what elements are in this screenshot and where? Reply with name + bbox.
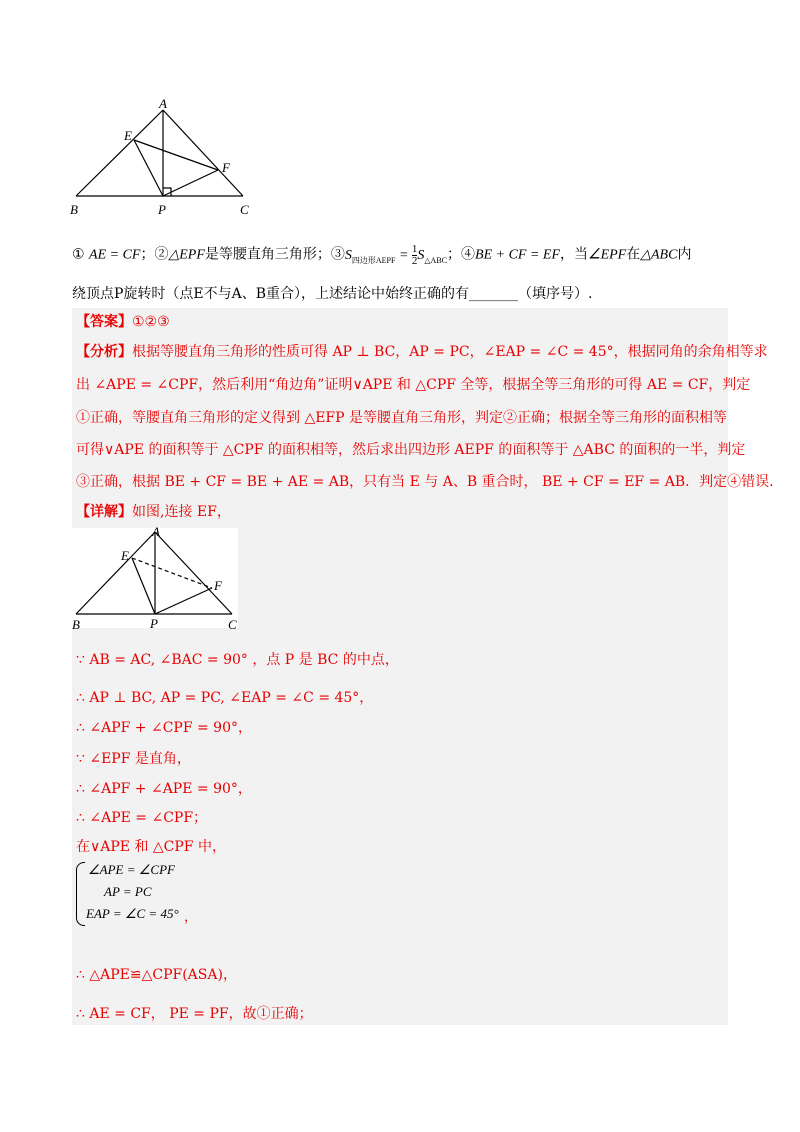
detail-step-7: 在∨APE 和 △CPF 中， bbox=[76, 839, 226, 855]
system-row-1: ∠APE = ∠CPF bbox=[88, 862, 175, 877]
label-a: A bbox=[159, 98, 167, 111]
stmt-6: △ABC bbox=[640, 247, 678, 263]
detail-intro: 如图,连接 EF， bbox=[132, 504, 231, 520]
sep-3: ；④ bbox=[447, 246, 476, 263]
detail-step-1: ∵ AB = AC, ∠BAC = 90° ，点 P 是 BC 的中点， bbox=[76, 652, 399, 668]
segment-ef-2 bbox=[132, 558, 212, 588]
system-row-3: EAP = ∠C = 45° bbox=[86, 906, 179, 921]
label-b: B bbox=[70, 202, 78, 217]
label-p-2: P bbox=[150, 616, 158, 631]
analysis-label: 【分析】 bbox=[76, 344, 132, 360]
stmt-5: ∠EPF bbox=[588, 247, 627, 263]
sep-1: ；② bbox=[140, 246, 169, 263]
detail-line bbox=[76, 502, 231, 522]
text-6: 内 bbox=[677, 246, 692, 263]
figure-triangle-1 bbox=[68, 98, 258, 220]
label-a-2: A bbox=[152, 526, 160, 539]
answer-label: 【答案】 bbox=[76, 314, 132, 330]
side-ab-2 bbox=[76, 532, 155, 614]
analysis-line-3: ①正确，等腰直角三角形的定义得到 △EFP 是等腰直角三角形，判定②正确；根据全等三角形的面积相等 bbox=[76, 410, 728, 426]
analysis-text-1: 根据等腰直角三角形的性质可得 AP ⊥ BC，AP = PC，∠EAP = ∠C = 45°，根据同角的余角相等求 bbox=[132, 344, 768, 360]
detail-step-6: ∴ ∠APE = ∠CPF； bbox=[76, 810, 208, 826]
label-e-2: E bbox=[121, 548, 129, 563]
text-5: 在 bbox=[626, 246, 641, 263]
system-tail: ， bbox=[184, 909, 198, 924]
detail-label: 【详解】 bbox=[76, 504, 132, 520]
side-ab bbox=[76, 110, 163, 196]
detail-step-4: ∵ ∠EPF 是直角， bbox=[76, 751, 191, 767]
segment-pf-2 bbox=[155, 588, 212, 614]
answer-line bbox=[76, 312, 170, 332]
text-4: ，当 bbox=[560, 246, 589, 263]
label-f-2: F bbox=[214, 578, 222, 593]
stmt-3: $S_{四边形AEPF}$ = $\frac{1}{2}$ $S_{\triangle ABC}$ bbox=[344, 243, 448, 267]
label-b-2: B bbox=[72, 617, 80, 632]
analysis-line-5: ③正确，根据 BE + CF = BE + AE = AB，只有当 E 与 A、B 重合时， BE + CF = EF = AB．判定④错误. bbox=[76, 474, 774, 490]
detail-step-5: ∴ ∠APF + ∠APE = 90°， bbox=[76, 781, 252, 797]
side-ac-2 bbox=[155, 532, 232, 614]
label-e: E bbox=[124, 128, 132, 143]
analysis-line-4: 可得∨APE 的面积等于 △CPF 的面积相等，然后求出四边形 AEPF 的面积等于 △ABC 的面积的一半，判定 bbox=[76, 442, 746, 458]
label-c-2: C bbox=[228, 617, 237, 632]
stmt-1: AE = CF bbox=[89, 247, 141, 263]
label-c: C bbox=[240, 202, 249, 217]
system-row-2: AP = PC bbox=[104, 884, 152, 899]
detail-step-9: ∴ AE = CF， PE = PF，故①正确； bbox=[76, 1006, 313, 1022]
stmt-2: △EPF bbox=[168, 247, 205, 263]
stmt-4: BE + CF = EF bbox=[475, 247, 561, 263]
analysis-line-1 bbox=[76, 342, 768, 362]
system-brace bbox=[76, 862, 85, 926]
answer-text: ①②③ bbox=[132, 314, 170, 330]
question-line-2: 绕顶点P旋转时（点E不与A、B重合），上述结论中始终正确的有_______（填序号）. bbox=[72, 286, 593, 302]
detail-step-2: ∴ AP ⊥ BC, AP = PC, ∠EAP = ∠C = 45°， bbox=[76, 690, 374, 706]
label-p: P bbox=[158, 202, 166, 217]
num-1: ① bbox=[72, 246, 85, 263]
detail-step-8: ∴ △APE≌△CPF(ASA)， bbox=[76, 967, 237, 983]
analysis-line-2: 出 ∠APE = ∠CPF，然后利用“角边角”证明∨APE 和 △CPF 全等，根据全等三角形的可得 AE = CF，判定 bbox=[76, 377, 751, 393]
text-2: 是等腰直角三角形；③ bbox=[204, 246, 345, 263]
detail-step-3: ∴ ∠APF + ∠CPF = 90°， bbox=[76, 720, 252, 736]
label-f: F bbox=[222, 160, 230, 175]
figure-triangle-2 bbox=[72, 526, 242, 632]
segment-pe-2 bbox=[132, 558, 155, 614]
side-ac bbox=[163, 110, 243, 196]
equation-system bbox=[76, 862, 216, 924]
question-line-1 bbox=[72, 244, 691, 271]
